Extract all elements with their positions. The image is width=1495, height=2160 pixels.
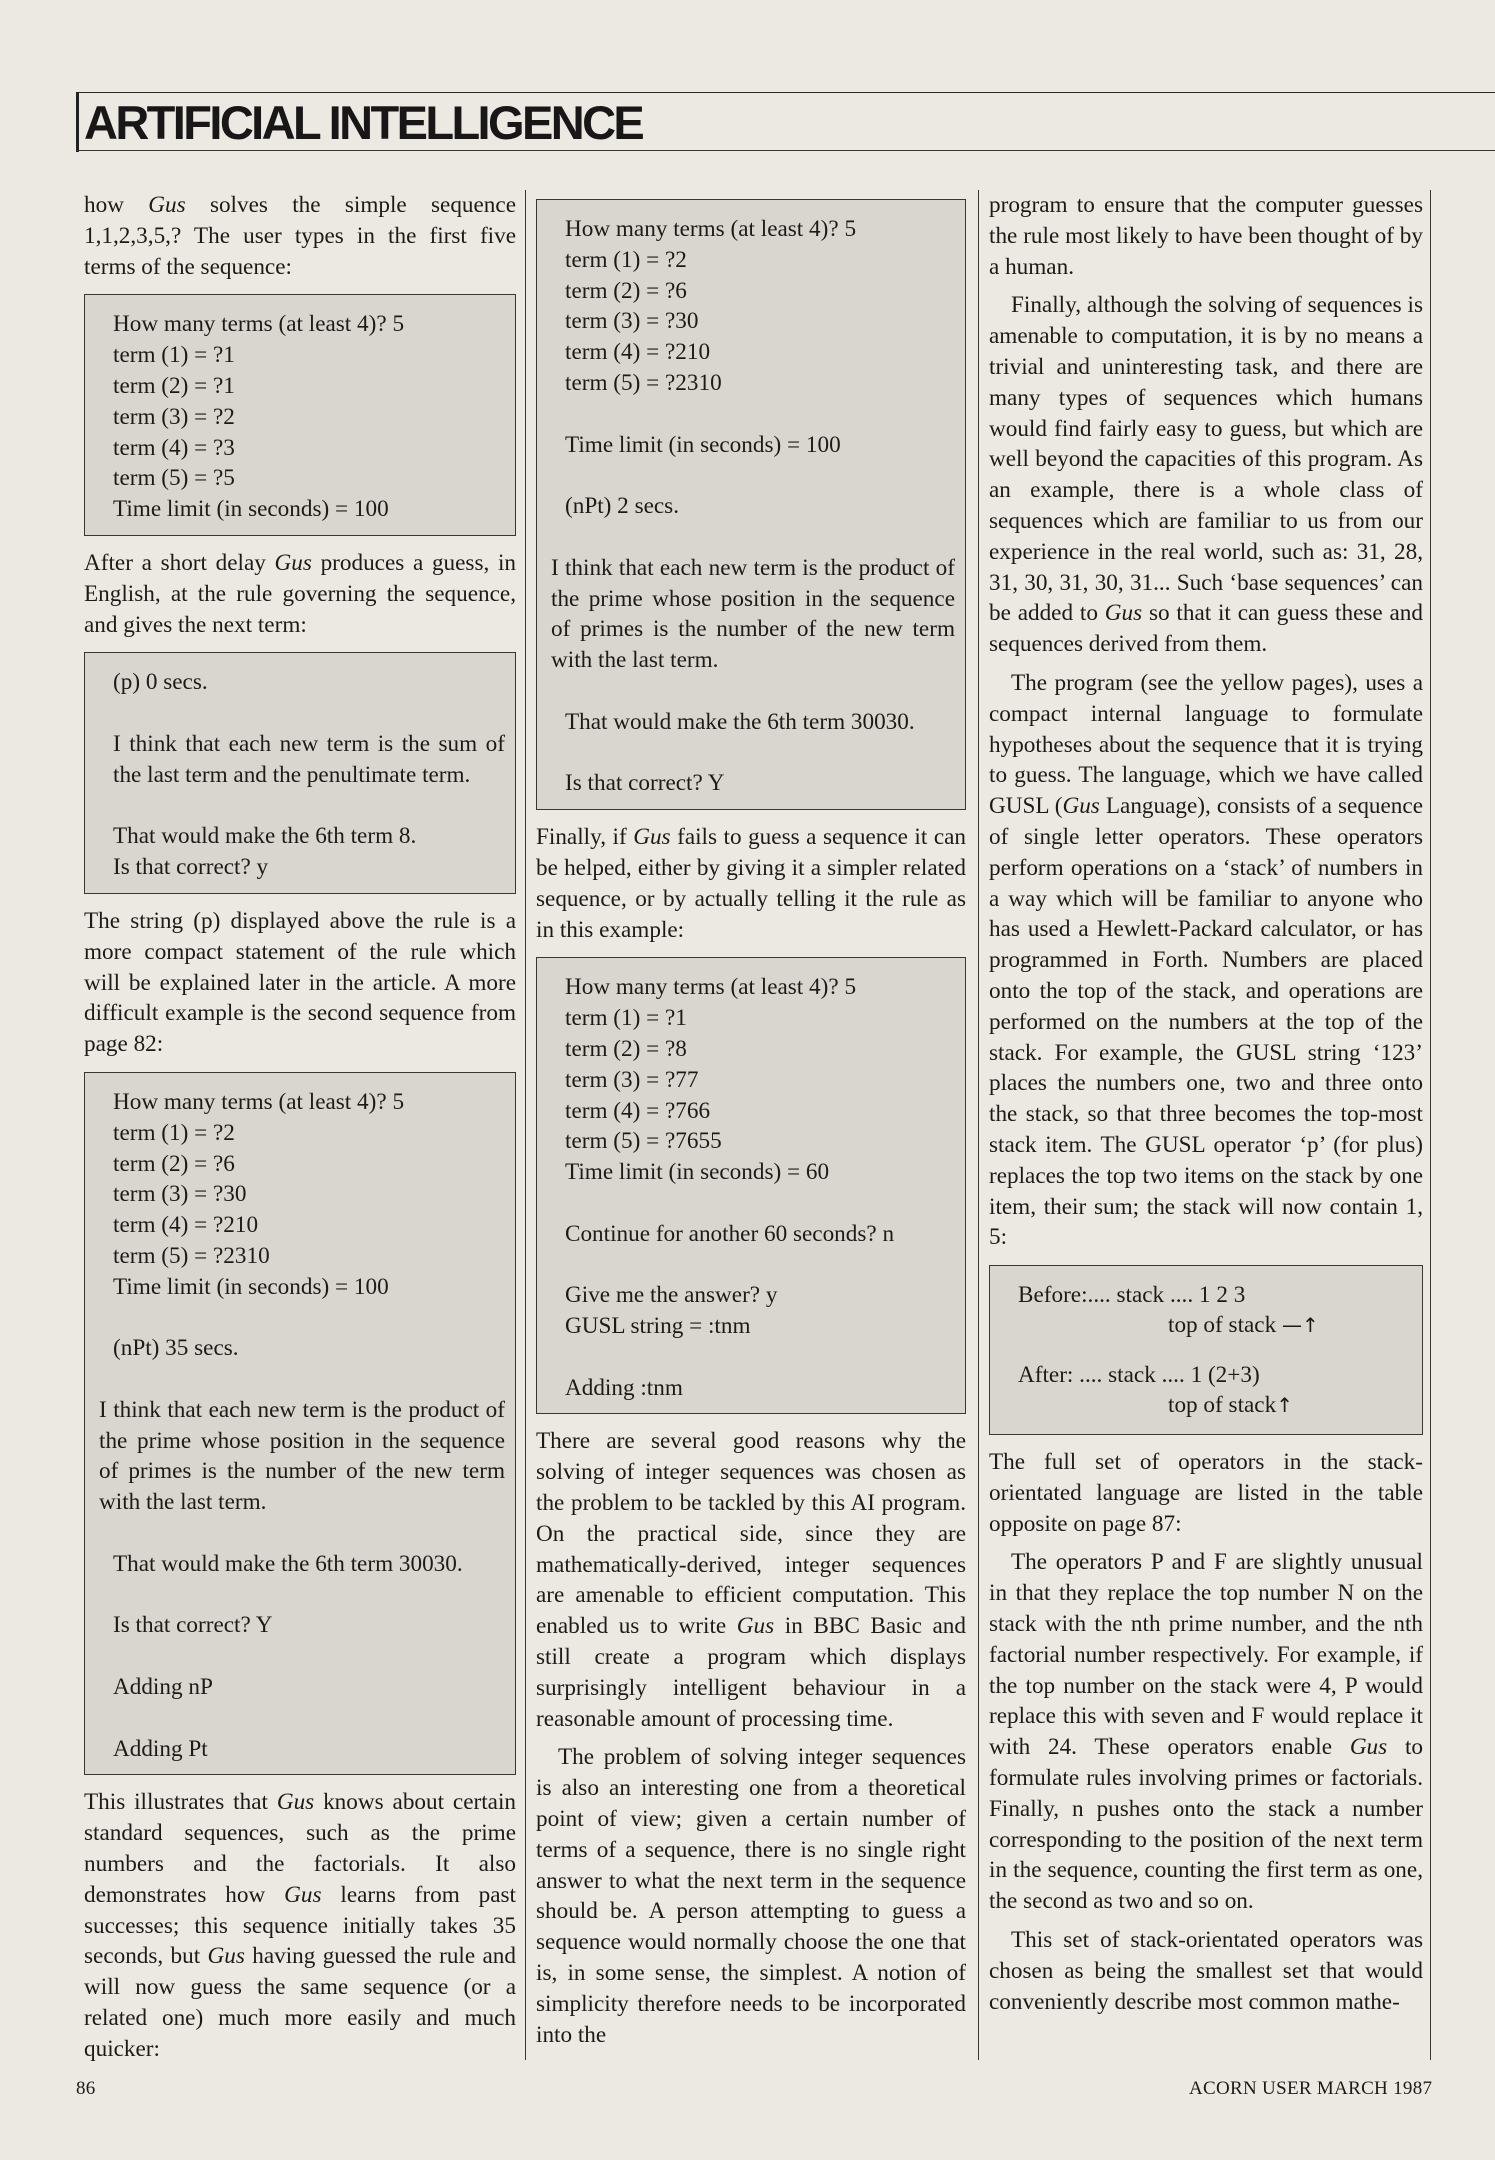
- header-top-rule: [76, 92, 1495, 93]
- header-bottom-rule: [76, 150, 1495, 151]
- terminal-line: Adding Pt: [113, 1735, 208, 1762]
- paragraph: The full set of operators in the stack-orientated language are listed in the table opposite on page 87:: [989, 1449, 1423, 1537]
- column-divider: [978, 190, 979, 2060]
- terminal-line: GUSL string = :tnm: [565, 1313, 751, 1340]
- terminal-line: term (4) = ?210: [565, 339, 711, 366]
- terminal-line: term (4) = ?3: [113, 434, 235, 461]
- column-2: [536, 195, 966, 2058]
- terminal-line: Is that correct? Y: [565, 770, 725, 797]
- paragraph: The problem of solving integer sequences is also an interesting one from a theoretical point of view; given a certain number of terms of a sequence, there is no single right answer to what the next term in the sequence should be. A person attempting to guess a sequence would normally choose the one that is, in some sense, the simplest. A notion of simplicity therefore needs to be incorporated into the: [536, 1744, 966, 2048]
- terminal-line: That would make the 6th term 30030.: [565, 708, 915, 735]
- terminal-line: Adding :tnm: [565, 1374, 683, 1401]
- terminal-line: That would make the 6th term 8.: [113, 823, 417, 850]
- paragraph: The program (see the yellow pages), uses a compact internal language to formulate hypotheses about the sequence that it is trying to guess. The language, which we have called GUSL (Gus Language), consists of a sequence of single letter operators. These operators perform operations on a ‘stack’ of numbers in a way which will be familiar to anyone who has used a Hewlett-Packard calculator, or has programmed in Forth. Numbers are placed onto the top of the stack, and operations are performed on the numbers at the top of the stack. For example, the GUSL string ‘123’ places the numbers one, two and three onto the stack, so that three becomes the top-most stack item. The GUSL operator ‘p’ (for plus) replaces the top two items on the stack by one item, their sum; the stack will now contain 1, 5:: [989, 669, 1423, 1251]
- terminal-line: I think that each new term is the product of the prime whose position in the sequence of primes is the number of the new term with the last term.: [99, 1396, 505, 1516]
- publication-footer: ACORN USER MARCH 1987: [1189, 2078, 1433, 2099]
- terminal-line: Is that correct? y: [113, 854, 269, 881]
- terminal-line: How many terms (at least 4)? 5: [565, 216, 857, 242]
- terminal-line: Time limit (in seconds) = 100: [113, 1273, 389, 1300]
- terminal-line: How many terms (at least 4)? 5: [565, 974, 857, 1001]
- section-title: ARTIFICIAL INTELLIGENCE: [84, 96, 643, 149]
- terminal-box: [536, 199, 966, 810]
- paragraph: Finally, if Gus fails to guess a sequence it can be helped, either by giving it a simpler related sequence, or by actually telling it the rule as in this example:: [536, 824, 967, 943]
- column-3: [989, 190, 1423, 2025]
- terminal-line: term (5) = ?2310: [565, 369, 722, 396]
- terminal-line: Continue for another 60 seconds? n: [565, 1220, 895, 1247]
- page-number: 86: [76, 2078, 96, 2099]
- terminal-line: Time limit (in seconds) = 60: [565, 1159, 830, 1186]
- terminal-line: term (5) = ?7655: [565, 1128, 722, 1155]
- terminal-line: (nPt) 35 secs.: [113, 1335, 239, 1362]
- terminal-line: term (2) = ?8: [565, 1035, 687, 1062]
- terminal-line: term (2) = ?1: [113, 372, 235, 399]
- paragraph: This illustrates that Gus knows about certain standard sequences, such as the prime numbers and the factorials. It also demonstrates how Gus learns from past successes; this sequence initially takes 35 seconds, but Gus having guessed the rule and will now guess the same sequence (or a related one) much more easily and much quicker:: [84, 1789, 517, 2062]
- terminal-box: [84, 652, 516, 894]
- column-divider: [1430, 190, 1431, 2060]
- terminal-line: term (1) = ?2: [113, 1119, 235, 1146]
- header-left-bar: [76, 92, 79, 152]
- terminal-line: term (1) = ?1: [565, 1005, 687, 1032]
- terminal-box: [84, 294, 516, 536]
- terminal-line: How many terms (at least 4)? 5: [113, 1088, 405, 1115]
- paragraph: Finally, although the solving of sequences is amenable to computation, it is by no means a trivial and uninteresting task, and there are many types of sequences which humans would find fairly easy to guess, but which are well beyond the capacities of this program. As an example, there is a whole class of sequences which are familiar to us from our experience in the real world, such as: 31, 28, 31, 30, 31, 30, 31... Such ‘base sequences’ can be added to Gus so that it can guess these and sequences derived from them.: [989, 292, 1423, 658]
- arrow-up-icon: ↑: [1276, 1393, 1293, 1418]
- terminal-line: term (3) = ?30: [113, 1181, 247, 1208]
- terminal-line: term (4) = ?766: [565, 1097, 711, 1124]
- terminal-box: [536, 957, 966, 1414]
- column-1: [84, 190, 516, 2073]
- paragraph: program to ensure that the computer guesses the rule most likely to have been thought of by a human.: [989, 192, 1423, 280]
- stack-top-label: top of stack↑: [1168, 1392, 1293, 1419]
- terminal-line: How many terms (at least 4)? 5: [113, 311, 405, 338]
- column-divider: [525, 190, 526, 2060]
- terminal-line: term (1) = ?2: [565, 246, 687, 273]
- terminal-line: I think that each new term is the product of the prime whose position in the sequence of primes is the number of the new term with the last term.: [551, 554, 955, 674]
- stack-diagram: [989, 1265, 1423, 1435]
- terminal-line: Is that correct? Y: [113, 1612, 273, 1639]
- terminal-line: Give me the answer? y: [565, 1282, 778, 1309]
- terminal-line: term (4) = ?210: [113, 1212, 259, 1239]
- terminal-box: [84, 1072, 516, 1776]
- terminal-line: Time limit (in seconds) = 100: [565, 431, 841, 458]
- arrow-up-icon: —↑: [1281, 1313, 1319, 1338]
- terminal-line: term (2) = ?6: [565, 277, 687, 304]
- paragraph: how Gus solves the simple sequence 1,1,2,3,5,? The user types in the first five terms of the sequence:: [84, 192, 516, 280]
- stack-before-row: Before:.... stack .... 1 2 3: [1018, 1282, 1246, 1309]
- terminal-line: I think that each new term is the sum of the last term and the penultimate term.: [113, 730, 505, 788]
- terminal-line: term (5) = ?5: [113, 465, 235, 492]
- terminal-line: (nPt) 2 secs.: [565, 493, 679, 520]
- paragraph: This set of stack-orientated operators was chosen as being the smallest set that would conveniently describe most common mathe-: [989, 1927, 1423, 2015]
- paragraph: The string (p) displayed above the rule is a more compact statement of the rule which will be explained later in the article. A more difficult example is the second sequence from page 82:: [84, 907, 516, 1058]
- paragraph: The operators P and F are slightly unusual in that they replace the top number N on the stack with the nth prime number, and the nth factorial number respectively. For example, if the top number on the stack were 4, P would replace this with seven and F would replace it with 24. These operators enable Gus to formulate rules involving primes or factorials. Finally, n pushes onto the stack a number corresponding to the position of the next term in the sequence, counting the first term as one, the second as two and so on.: [989, 1549, 1423, 1915]
- terminal-line: (p) 0 secs.: [113, 669, 208, 696]
- stack-top-label: top of stack —↑: [1168, 1312, 1319, 1339]
- terminal-line: That would make the 6th term 30030.: [113, 1550, 463, 1577]
- terminal-line: Time limit (in seconds) = 100: [113, 496, 389, 523]
- terminal-line: term (1) = ?1: [113, 342, 235, 369]
- terminal-line: term (3) = ?2: [113, 403, 235, 430]
- paragraph: There are several good reasons why the solving of integer sequences was chosen as the problem to be tackled by this AI program. On the practical side, since they are mathematically-derived, integer sequences are amenable to efficient computation. This enabled us to write Gus in BBC Basic and still create a program which displays surprisingly intelligent behaviour in a reasonable amount of processing time.: [536, 1428, 966, 1732]
- terminal-line: term (5) = ?2310: [113, 1242, 270, 1269]
- terminal-line: Adding nP: [113, 1674, 213, 1701]
- paragraph: After a short delay Gus produces a guess, in English, at the rule governing the sequence, and gives the next term:: [84, 549, 516, 638]
- stack-after-row: After: .... stack .... 1 (2+3): [1018, 1362, 1260, 1389]
- terminal-line: term (3) = ?30: [565, 308, 699, 335]
- terminal-line: term (3) = ?77: [565, 1066, 699, 1093]
- terminal-line: term (2) = ?6: [113, 1150, 235, 1177]
